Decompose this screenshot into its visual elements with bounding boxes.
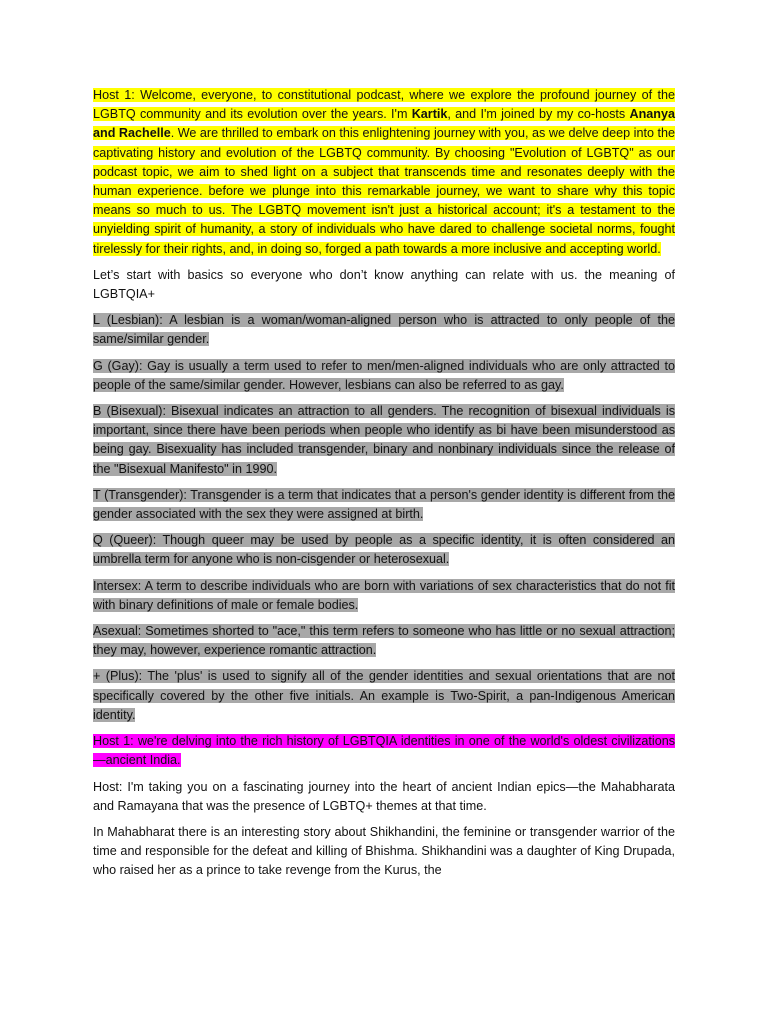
definition-gay — [93, 357, 675, 395]
definition-intersex — [93, 577, 675, 615]
india-intro-text: Host 1: we're delving into the rich history of LGBTQIA identities in one of the world's oldest civilizations—ancient India. — [93, 734, 675, 768]
definition-plus — [93, 667, 675, 725]
definition-text: L (Lesbian): A lesbian is a woman/woman-aligned person who is attracted to only people of the same/similar gender. — [93, 313, 675, 347]
definition-bisexual — [93, 402, 675, 479]
definition-text: Q (Queer): Though queer may be used by people as a specific identity, it is often considered an umbrella term for anyone who is non-cisgender or heterosexual. — [93, 533, 675, 567]
basics-paragraph — [93, 266, 675, 304]
epics-text: Host: I'm taking you on a fascinating journey into the heart of ancient Indian epics—the Mahabharata and Ramayana that was the presence of LGBTQ+ themes at that time. — [93, 779, 675, 813]
intro-paragraph — [93, 86, 675, 259]
definition-lesbian — [93, 311, 675, 349]
host-name-kartik: Kartik — [411, 107, 448, 122]
shikhandini-paragraph — [93, 823, 675, 881]
epics-paragraph — [93, 778, 675, 816]
definition-text: T (Transgender): Transgender is a term that indicates that a person's gender identity is different from the gender associated with the sex they were assigned at birth. — [93, 487, 675, 522]
shikhandini-text: In Mahabharat there is an interesting story about Shikhandini, the feminine or transgender warrior of the time and responsible for the defeat and killing of Bhishma. Shikhandini was a daughter of King Drupada, who raised her as a prince to take revenge from the Kurus, the — [93, 824, 675, 878]
definition-text: G (Gay): Gay is usually a term used to refer to men/men-aligned individuals who are only attracted to people of the same/similar gender. However, lesbians can also be referred to as gay. — [93, 358, 675, 392]
intro-text-3: . We are thrilled to embark on this enlightening journey with you, as we delve deep into the captivating history and evolution of the LGBTQ community. By choosing "Evolution of LGBTQ" as our podcast topic, we aim to shed light on a subject that transcends time and resonates deeply with the human experience. before we plunge into this remarkable journey, we want to share why this topic means so much to us. The LGBTQ movement isn't just a historical account; it's a testament to the unyielding spirit of humanity, a story of individuals who have dared to challenge societal norms, fought tirelessly for their rights, and, in doing so, forged a path towards a more inclusive and accepting world. — [93, 126, 675, 256]
cohost-names: Ananya and Rachelle — [93, 107, 675, 141]
definition-text: Intersex: A term to describe individuals who are born with variations of sex characteristics that do not fit with binary definitions of male or female bodies. — [93, 578, 675, 612]
india-intro-paragraph — [93, 732, 675, 770]
definition-asexual — [93, 622, 675, 660]
definition-transgender — [93, 486, 675, 524]
intro-text-2: , and I'm joined by my co-hosts — [447, 107, 630, 122]
basics-text: Let’s start with basics so everyone who don’t know anything can relate with us. the meaning of LGBTQIA+ — [93, 267, 675, 302]
definition-text: B (Bisexual): Bisexual indicates an attraction to all genders. The recognition of bisexual individuals is important, since there have been periods when people who identify as bi have been misunderstood as being gay. Bisexuality has included transgender, binary and nonbinary individuals since the release of the "Bisexual Manifesto" in 1990. — [93, 404, 675, 476]
definition-text: Asexual: Sometimes shorted to "ace," this term refers to someone who has little or no sexual attraction; they may, however, experience romantic attraction. — [93, 624, 675, 658]
definition-text: + (Plus): The 'plus' is used to signify all of the gender identities and sexual orientations that are not specifically covered by the other five initials. An example is Two-Spirit, a pan-Indigenous American identity. — [93, 669, 675, 722]
definition-queer — [93, 531, 675, 569]
intro-text-1: Host 1: Welcome, everyone, to constitutional podcast, where we explore the profound journey of the LGBTQ community and its evolution over the years. I'm — [93, 88, 675, 122]
intro-highlight — [93, 88, 675, 256]
